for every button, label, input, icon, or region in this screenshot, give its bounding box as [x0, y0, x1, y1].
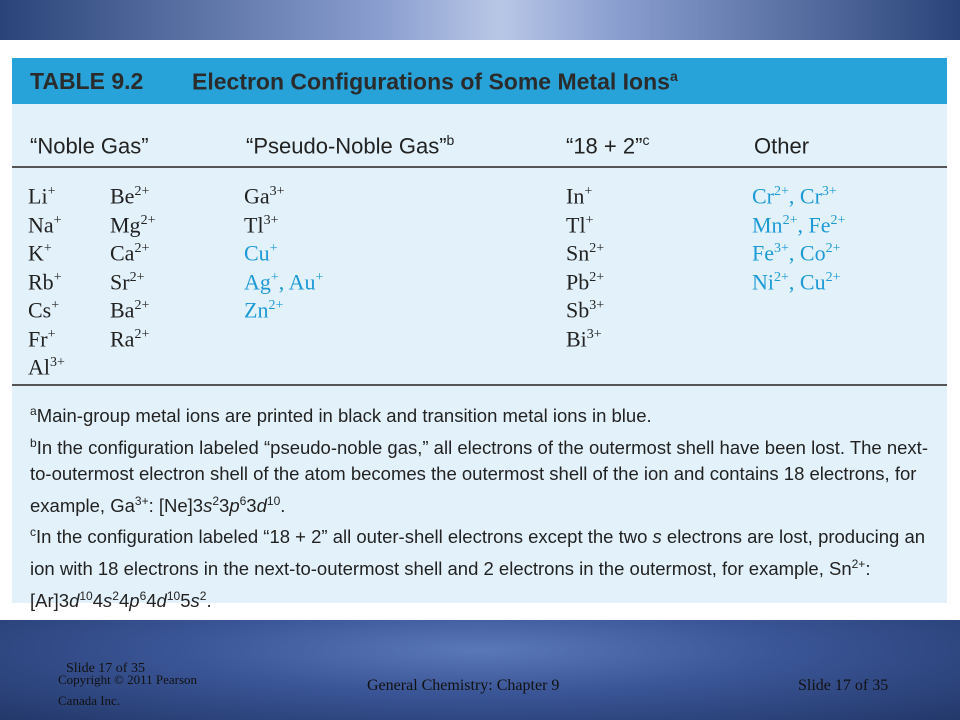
footnote [30, 430, 940, 520]
ion-column-18-plus-2 [566, 178, 604, 349]
ion-symbol: Bi [566, 325, 587, 351]
ion-row [28, 321, 65, 350]
ion-symbol: Zn [244, 297, 269, 323]
ion-symbol: Ga [244, 183, 270, 209]
slide-counter: Slide 17 of 35 [798, 677, 889, 694]
ion-charge: 2+ [140, 212, 156, 228]
ion-column-other [752, 178, 845, 292]
footnote-text: In the configuration labeled “pseudo-noble gas,” all electrons of the outermost shell have been lost. The next-to-outermost electron shell of the atom becomes the outermost shell of the ion and contains 18 electrons, for example, Ga [30, 436, 928, 516]
header-label: Other [754, 133, 810, 159]
column-header-other [754, 132, 809, 159]
ion-charge: 2+ [134, 298, 150, 313]
top-decor-bar [0, 0, 960, 40]
ion-separator: , [278, 268, 289, 294]
ion-row [566, 178, 604, 207]
ion-row [110, 235, 155, 264]
ion-charge: 2+ [134, 184, 150, 199]
ion-charge: + [315, 269, 324, 285]
footnote-text: 3 [246, 494, 257, 516]
ion-separator: , [788, 183, 800, 209]
footnote-text: d [156, 589, 167, 611]
ion-charge: 3+ [586, 326, 602, 342]
footnote-text: s [652, 526, 662, 548]
footnote-text: 2+ [851, 557, 866, 572]
footnotes [30, 398, 940, 614]
ion-charge: 2+ [268, 298, 284, 313]
ion-row [566, 207, 604, 236]
footnote-text: 10 [266, 493, 281, 508]
footnote-text: 3 [219, 494, 230, 516]
table-title [192, 68, 678, 96]
footnote-text: 6 [239, 493, 247, 508]
ion-row [752, 207, 845, 236]
ion-symbol: Na [28, 211, 54, 237]
footnote-text: p [129, 589, 140, 611]
ion-symbol: Mg [110, 211, 141, 237]
copyright-line-2: Canada Inc. [58, 693, 121, 708]
ion-symbol: Fe [752, 240, 774, 266]
footnote-text: 10 [166, 588, 181, 603]
ion-symbol: Sn [566, 240, 590, 266]
footnote-text: b [30, 435, 37, 450]
ion-symbol: Be [110, 183, 135, 209]
ion-symbol: Pb [566, 268, 590, 294]
ion-symbol: Ba [110, 297, 135, 323]
ion-symbol: Cr [752, 183, 774, 209]
ion-charge: 2+ [825, 241, 841, 256]
ion-row [566, 235, 604, 264]
ion-row [110, 207, 155, 236]
ion-separator: , [797, 211, 809, 237]
ion-row [28, 264, 65, 293]
ion-charge: + [270, 269, 279, 285]
ion-charge: + [47, 184, 56, 199]
ion-charge: 3+ [589, 298, 605, 313]
footnote-text: . [280, 494, 286, 516]
ion-row [566, 321, 604, 350]
ion-charge: 3+ [269, 184, 285, 199]
ion-symbol: Ra [110, 325, 135, 351]
ion-row [244, 178, 323, 207]
ion-row [28, 207, 65, 236]
ion-charge: + [47, 326, 56, 342]
ion-charge: + [53, 269, 62, 285]
footnote-text: 2 [112, 588, 119, 603]
header-label: “18 + 2” [566, 133, 643, 159]
ion-charge: 2+ [134, 326, 150, 342]
header-label: “Pseudo-Noble Gas” [246, 133, 447, 159]
ion-symbol: Li [28, 183, 48, 209]
header-note: c [642, 132, 650, 148]
ion-symbol: Cs [28, 297, 52, 323]
ion-symbol: Al [28, 354, 50, 380]
table-title-text: Electron Configurations of Some Metal Ions [192, 68, 670, 95]
ion-charge: + [43, 241, 52, 256]
footnote-text: . [206, 589, 212, 611]
ion-symbol: Tl [244, 211, 264, 237]
footnote-text: s [203, 494, 213, 516]
ion-charge: 2+ [825, 269, 841, 285]
ion-charge: + [269, 241, 278, 256]
footnote-text: 6 [139, 588, 147, 603]
ion-symbol: Rb [28, 268, 54, 294]
ion-symbol: K [28, 240, 44, 266]
ion-symbol: Sb [566, 297, 590, 323]
ion-symbol: Au [288, 268, 316, 294]
ion-charge: 2+ [774, 184, 789, 199]
ion-symbol: Sr [110, 268, 130, 294]
ion-symbol: Mn [752, 211, 783, 237]
chapter-title: General Chemistry: Chapter 9 [367, 677, 560, 694]
table-number: TABLE 9.2 [30, 68, 144, 94]
copyright-line-1: Copyright © 2011 Pearson [58, 672, 198, 687]
ion-row [110, 321, 155, 350]
ion-symbol: Ni [752, 268, 774, 294]
ion-row [566, 264, 604, 293]
ion-charge: 2+ [782, 212, 798, 228]
table-panel [12, 58, 947, 611]
ion-column-noble-gas-2 [110, 178, 155, 349]
ion-row [244, 235, 323, 264]
table-title-bar [12, 58, 947, 104]
ion-charge: + [585, 212, 594, 228]
footnote-text: 4 [118, 589, 130, 611]
footnote-text: d [69, 589, 80, 611]
footnote [30, 519, 940, 614]
ion-row [28, 235, 65, 264]
ion-row [752, 178, 845, 207]
ion-column-noble-gas-1 [28, 178, 65, 378]
ion-symbol: Fe [808, 211, 831, 237]
footnote-rule [12, 384, 947, 386]
footnote [30, 398, 940, 430]
ion-charge: 2+ [830, 212, 846, 228]
ion-charge: 3+ [50, 355, 65, 370]
ion-charge: 2+ [134, 241, 150, 256]
ion-row [244, 207, 323, 236]
ion-charge: + [584, 184, 593, 199]
footnote-text: 2 [212, 493, 220, 508]
ion-column-pseudo-noble-gas [244, 178, 323, 321]
footnote-text: s [190, 589, 200, 611]
footnote-text: 5 [180, 589, 191, 611]
ion-separator: , [788, 240, 800, 266]
ion-row [28, 292, 65, 321]
footnote-text: c [30, 525, 36, 540]
ion-charge: 2+ [589, 269, 605, 285]
ion-row [110, 178, 155, 207]
ion-row [28, 349, 65, 378]
footnote-text: 2 [199, 588, 207, 603]
ion-symbol: In [566, 183, 585, 209]
ion-charge: 2+ [774, 269, 789, 285]
footnote-text: In the configuration labeled “18 + 2” all outer-shell electrons except the two [36, 526, 653, 548]
ion-row [110, 292, 155, 321]
ion-charge: 3+ [263, 212, 279, 228]
copyright [58, 669, 197, 711]
ion-symbol: Cu [799, 268, 826, 294]
footnote-text: 4 [92, 589, 104, 611]
ion-symbol: Tl [566, 211, 586, 237]
ion-row [244, 292, 323, 321]
column-header-pseudo-noble-gas [246, 132, 454, 159]
header-label: “Noble Gas” [30, 133, 149, 159]
footnote-text: electrons are lost, producing an ion with 18 electrons in the next-to-outermost shell and 2 electrons in the outermost, for example, Sn [30, 526, 926, 580]
ion-row [566, 292, 604, 321]
ion-symbol: Ca [110, 240, 135, 266]
ion-symbol: Ag [244, 268, 271, 294]
column-header-18-plus-2 [566, 132, 649, 159]
ion-symbol: Co [799, 240, 826, 266]
ion-row [110, 264, 155, 293]
ion-charge: 3+ [774, 241, 789, 256]
footnote-text: d [256, 494, 267, 516]
ion-symbol: Cu [244, 240, 270, 266]
column-header-noble-gas [30, 132, 149, 159]
table-title-note: a [669, 68, 678, 84]
ion-row [752, 235, 845, 264]
ion-separator: , [788, 268, 800, 294]
footnote-text: p [229, 494, 240, 516]
ion-charge: + [51, 298, 60, 313]
footnote-text: Main-group metal ions are printed in black and transition metal ions in blue. [36, 405, 652, 427]
header-note: b [446, 132, 455, 148]
ion-charge: 2+ [129, 269, 145, 285]
footnote-text: : [Ar]3 [30, 558, 871, 611]
ion-row [752, 264, 845, 293]
footnote-text: 10 [79, 588, 93, 603]
ion-charge: 3+ [821, 184, 837, 199]
ion-symbol: Cr [799, 183, 822, 209]
footnote-text: : [Ne]3 [148, 494, 204, 516]
ion-symbol: Fr [28, 325, 48, 351]
ion-charge: 2+ [589, 241, 605, 256]
ion-row [28, 178, 65, 207]
ion-row [244, 264, 323, 293]
header-rule [12, 166, 947, 168]
footnote-text: s [103, 589, 113, 611]
ion-charge: + [53, 212, 62, 228]
footnote-text: a [30, 404, 37, 418]
slide-counter-overlap: Slide 17 of 35 [66, 661, 145, 676]
footnote-text: 3+ [134, 493, 149, 508]
footnote-text: 4 [146, 589, 157, 611]
